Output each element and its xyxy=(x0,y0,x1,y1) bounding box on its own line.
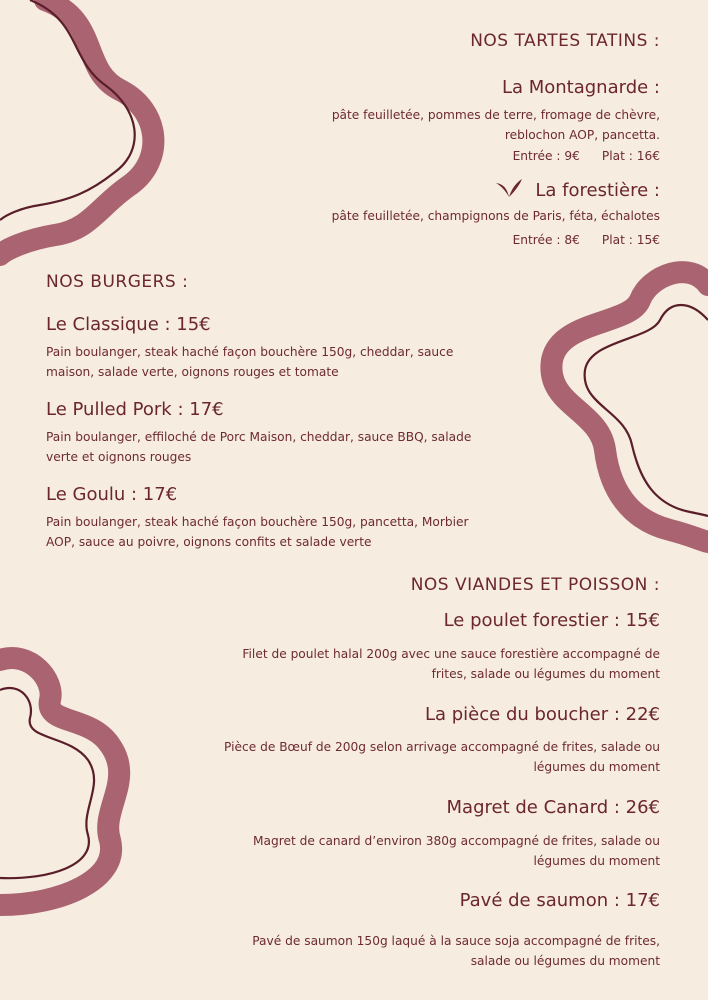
description-line: Pain boulanger, steak haché façon bouchère 150g, cheddar, sauce xyxy=(46,345,454,359)
entree-price: Entrée : 8€ xyxy=(512,233,580,247)
menu-item-description xyxy=(46,513,469,552)
bottom-left-wave-shape xyxy=(0,658,119,905)
description-line: Pain boulanger, steak haché façon bouchère 150g, pancetta, Morbier xyxy=(46,515,469,529)
menu-item-name: La pièce du boucher : 22€ xyxy=(424,704,660,725)
menu-item-description xyxy=(253,832,660,871)
description-line: légumes du moment xyxy=(533,759,660,774)
description-line: Pièce de Bœuf de 200g selon arrivage accompagné de frites, salade ou xyxy=(224,740,660,754)
menu-item-name: Le Goulu : 17€ xyxy=(46,484,178,505)
menu-item-name: Le poulet forestier : 15€ xyxy=(443,610,660,631)
entree-price: Entrée : 9€ xyxy=(512,149,580,163)
menu-item-description xyxy=(252,932,660,971)
top-left-wave-shape xyxy=(0,0,153,255)
menu-item-description xyxy=(332,106,660,145)
leaf-icon xyxy=(495,178,523,198)
menu-item-description xyxy=(46,343,453,382)
menu-item-description xyxy=(332,207,660,227)
description-line: Pavé de saumon 150g laqué à la sauce soja accompagné de frites, xyxy=(252,934,660,948)
menu-item-name: Magret de Canard : 26€ xyxy=(446,797,660,818)
description-line: Pain boulanger, effiloché de Porc Maison, cheddar, sauce BBQ, salade xyxy=(46,430,472,444)
description-line: Filet de poulet halal 200g avec une sauce forestière accompagné de xyxy=(242,647,660,661)
plat-price: Plat : 15€ xyxy=(601,233,660,247)
description-line: légumes du moment xyxy=(533,853,660,868)
menu-item-label: La forestière : xyxy=(535,180,660,201)
section-heading-tartes: NOS TARTES TATINS : xyxy=(470,31,660,51)
plat-price: Plat : 16€ xyxy=(601,149,660,163)
description-line: AOP, sauce au poivre, oignons confits et salade verte xyxy=(46,534,372,549)
description-line: frites, salade ou légumes du moment xyxy=(431,666,660,681)
menu-item-prices xyxy=(513,233,660,248)
menu-item-description xyxy=(242,645,660,684)
menu-item-name: Le Pulled Pork : 17€ xyxy=(46,399,224,420)
description-line: Magret de canard d’environ 380g accompagné de frites, salade ou xyxy=(253,834,660,848)
description-line: reblochon AOP, pancetta. xyxy=(504,127,660,142)
menu-item-prices xyxy=(513,149,660,164)
right-wave-shape xyxy=(551,272,708,542)
description-line: maison, salade verte, oignons rouges et tomate xyxy=(46,364,339,379)
description-line: pâte feuilletée, champignons de Paris, féta, échalotes xyxy=(331,209,660,223)
menu-item-description xyxy=(224,738,660,777)
menu-item-name: Pavé de saumon : 17€ xyxy=(459,890,660,911)
description-line: salade ou légumes du moment xyxy=(470,953,660,968)
menu-item-name: Le Classique : 15€ xyxy=(46,314,211,335)
section-heading-viandes: NOS VIANDES ET POISSON : xyxy=(410,575,660,595)
menu-item-name xyxy=(495,178,660,202)
description-line: verte et oignons rouges xyxy=(46,449,192,464)
menu-item-description xyxy=(46,428,471,467)
menu-item-name: La Montagnarde : xyxy=(501,77,660,98)
description-line: pâte feuilletée, pommes de terre, fromage de chèvre, xyxy=(331,108,660,122)
section-heading-burgers: NOS BURGERS : xyxy=(46,272,189,292)
